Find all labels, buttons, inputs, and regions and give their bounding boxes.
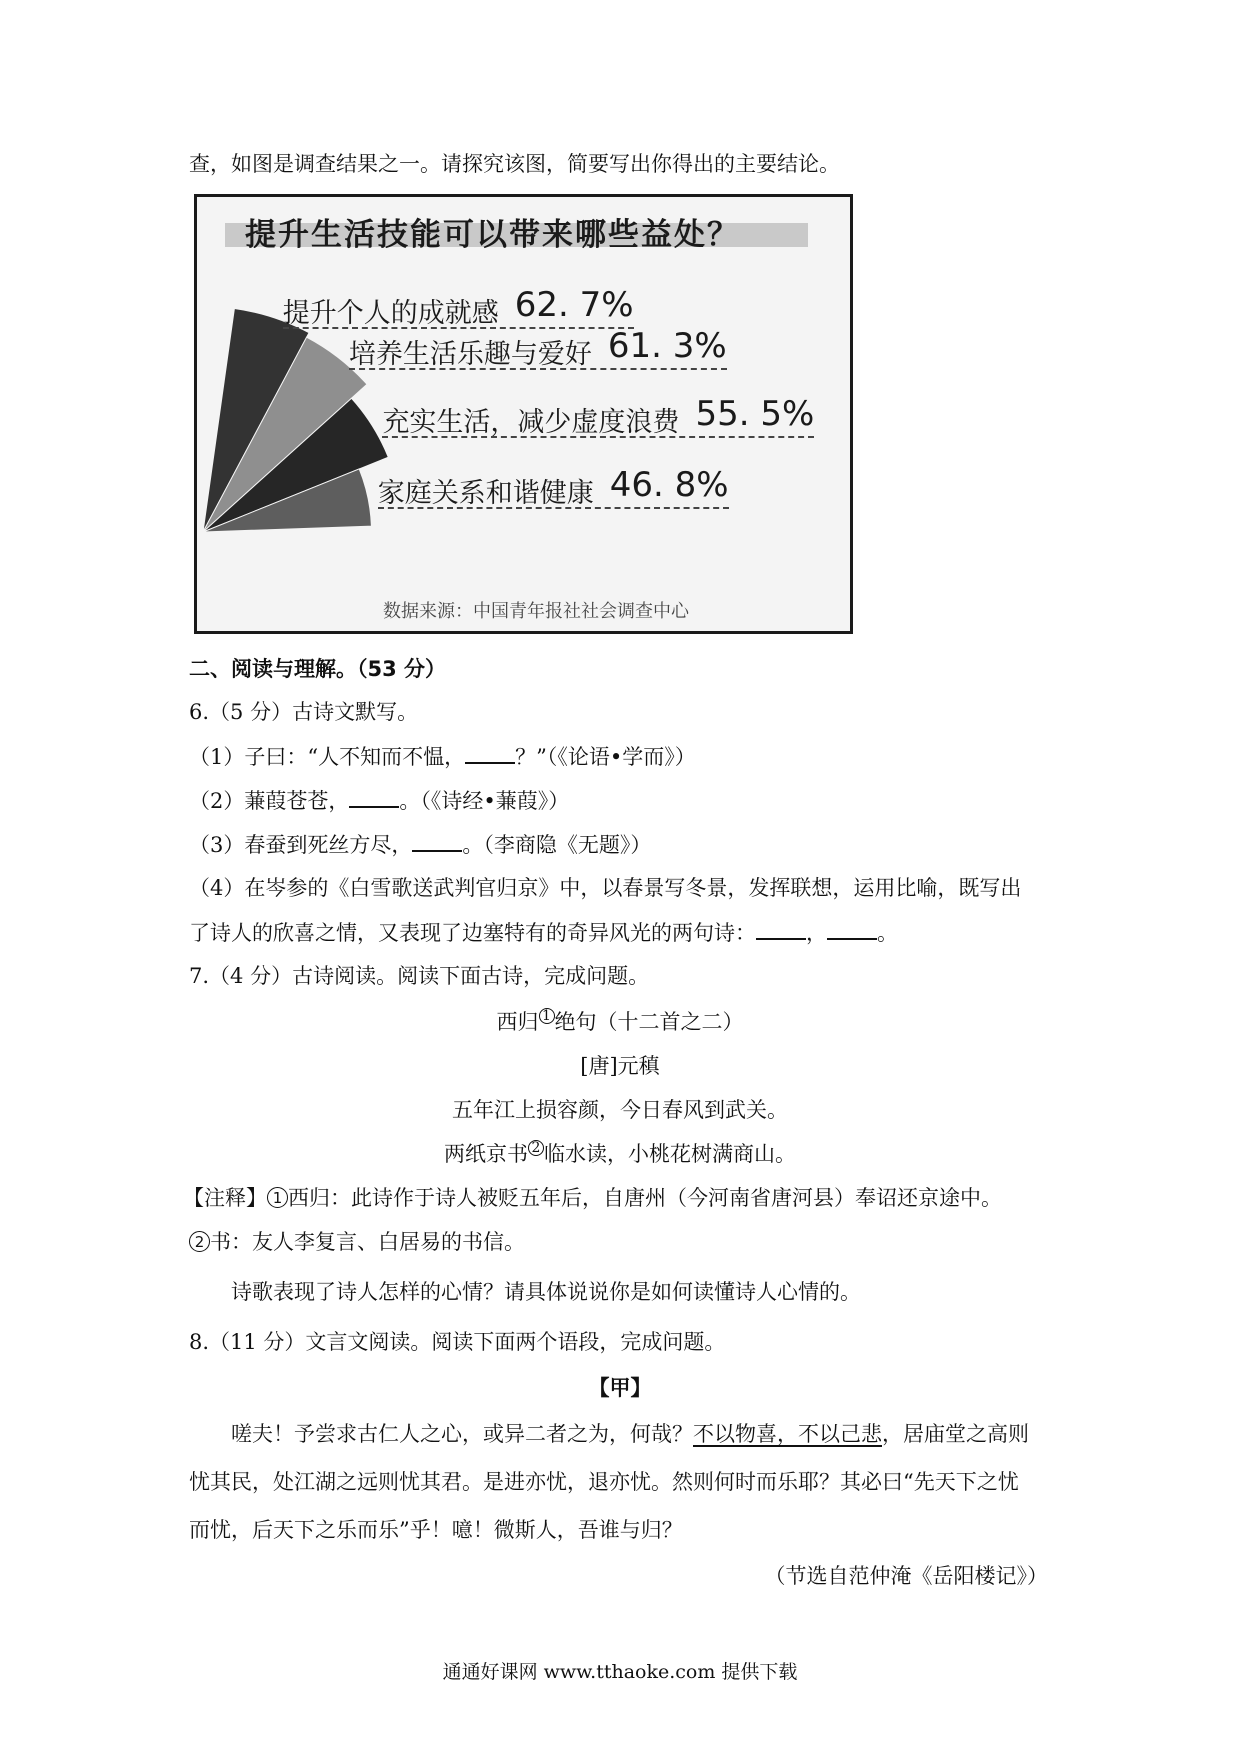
note-marker-1: 1 <box>539 1008 555 1024</box>
q6-item-2-text: （2）蒹葭苍苍， <box>189 789 350 813</box>
chart-title: 提升生活技能可以带来哪些益处？ <box>245 217 740 253</box>
q6-item-4-comma: ， <box>806 921 827 945</box>
answer-blank[interactable] <box>827 918 877 940</box>
chart-dashed-underline <box>378 507 729 509</box>
q6-item-3-text: （3）春蚕到死丝方尽， <box>189 833 413 857</box>
poem-verse-2 <box>0 1140 1240 1168</box>
q6-item-4-period: 。 <box>877 921 898 945</box>
answer-blank[interactable] <box>349 786 399 808</box>
note-1-text: 西归：此诗作于诗人被贬五年后，自唐州（今河南省唐河县）奉诏还京途中。 <box>288 1186 1002 1210</box>
chart-value-label: 55. 5% <box>695 394 815 435</box>
q6-item-4-text: 了诗人的欣喜之情，又表现了边塞特有的奇异风光的两句诗： <box>189 921 756 945</box>
q8-para-1 <box>231 1420 1029 1448</box>
answer-blank[interactable] <box>756 918 806 940</box>
chart-value-label: 61. 3% <box>607 326 727 367</box>
q6-item-3 <box>189 830 651 859</box>
poem-note-1 <box>183 1184 1002 1212</box>
poem-author: [唐]元稹 <box>580 1054 660 1078</box>
q6-item-4-line1: （4）在岑参的《白雪歌送武判官归京》中，以春景写冬景，发挥联想，运用比喻，既写出 <box>189 876 1022 900</box>
chart-dashed-underline <box>283 327 634 329</box>
q6-item-2 <box>189 786 569 815</box>
q8-para-1-tail: ，居庙堂之高则 <box>882 1422 1029 1446</box>
chart-source: 数据来源：中国青年报社社会调查中心 <box>383 601 689 622</box>
poem-verse-1: 五年江上损容颜，今日春风到武关。 <box>452 1098 788 1122</box>
q8-para-1-text: 嗟夫！予尝求古仁人之心，或异二者之为，何哉？ <box>231 1422 693 1446</box>
q6-stem: 6.（5 分）古诗文默写。 <box>189 700 419 724</box>
q8-para-3: 而忧，后天下之乐而乐”乎！噫！微斯人，吾谁与归？ <box>189 1518 683 1542</box>
note-number-2: 2 <box>189 1231 210 1252</box>
chart-category-label: 家庭关系和谐健康 <box>377 477 594 509</box>
chart-category-label: 提升个人的成就感 <box>282 298 499 330</box>
poem-title <box>0 1008 1240 1036</box>
note-number-1: 1 <box>267 1187 288 1208</box>
q6-item-1-tail: ？”（《论语•学而》） <box>515 745 696 769</box>
note-label: 【注释】 <box>183 1186 267 1210</box>
chart-value-label: 62. 7% <box>514 285 634 326</box>
q6-item-2-tail: 。（《诗经•蒹葭》） <box>399 789 570 813</box>
poem-verse-2-tail: 临水读，小桃花树满商山。 <box>544 1142 796 1166</box>
chart-category-label: 充实生活，减少虚度浪费 <box>382 407 680 439</box>
q8-stem: 8.（11 分）文言文阅读。阅读下面两个语段，完成问题。 <box>189 1330 726 1354</box>
answer-blank[interactable] <box>412 830 462 852</box>
q6-item-3-tail: 。（李商隐《无题》） <box>462 833 652 857</box>
poem-title-text: 西归 <box>496 1010 539 1034</box>
q6-item-1-text: （1）子曰：“人不知而不愠， <box>189 745 466 769</box>
q7-question: 诗歌表现了诗人怎样的心情？请具体说说你是如何读懂诗人心情的。 <box>231 1280 861 1304</box>
part-label: 【甲】 <box>588 1375 652 1400</box>
q6-item-1 <box>189 742 696 771</box>
intro-text: 查，如图是调查结果之一。请探究该图，简要写出你得出的主要结论。 <box>189 152 840 176</box>
q8-para-2: 忧其民，处江湖之远则忧其君。是进亦忧，退亦忧。然则何时而乐耶？其必曰“先天下之忧 <box>189 1470 1019 1494</box>
note-2-text: 书：友人李复言、白居易的书信。 <box>210 1230 525 1254</box>
q6-item-4-line2 <box>189 918 898 947</box>
poem-title-subtitle: 绝句（十二首之二） <box>554 1010 744 1034</box>
q8-source: （节选自范仲淹《岳阳楼记》） <box>764 1564 1048 1588</box>
section-heading: 二、阅读与理解。（53 分） <box>189 657 447 681</box>
chart-dashed-underline <box>349 368 727 370</box>
chart-category-label: 培养生活乐趣与爱好 <box>348 339 592 371</box>
underlined-phrase: 不以物喜，不以己悲 <box>693 1422 882 1446</box>
chart-dashed-underline <box>382 436 814 438</box>
poem-note-2 <box>189 1228 525 1256</box>
note-marker-2: 2 <box>528 1140 544 1156</box>
page-footer: 通通好课网 www.tthaoke.com 提供下载 <box>442 1661 798 1683</box>
q7-stem: 7.（4 分）古诗阅读。阅读下面古诗，完成问题。 <box>189 964 650 988</box>
chart-value-label: 46. 8% <box>609 464 729 505</box>
answer-blank[interactable] <box>465 742 515 764</box>
poem-verse-2-text: 两纸京书 <box>444 1142 528 1166</box>
survey-chart <box>194 194 853 634</box>
